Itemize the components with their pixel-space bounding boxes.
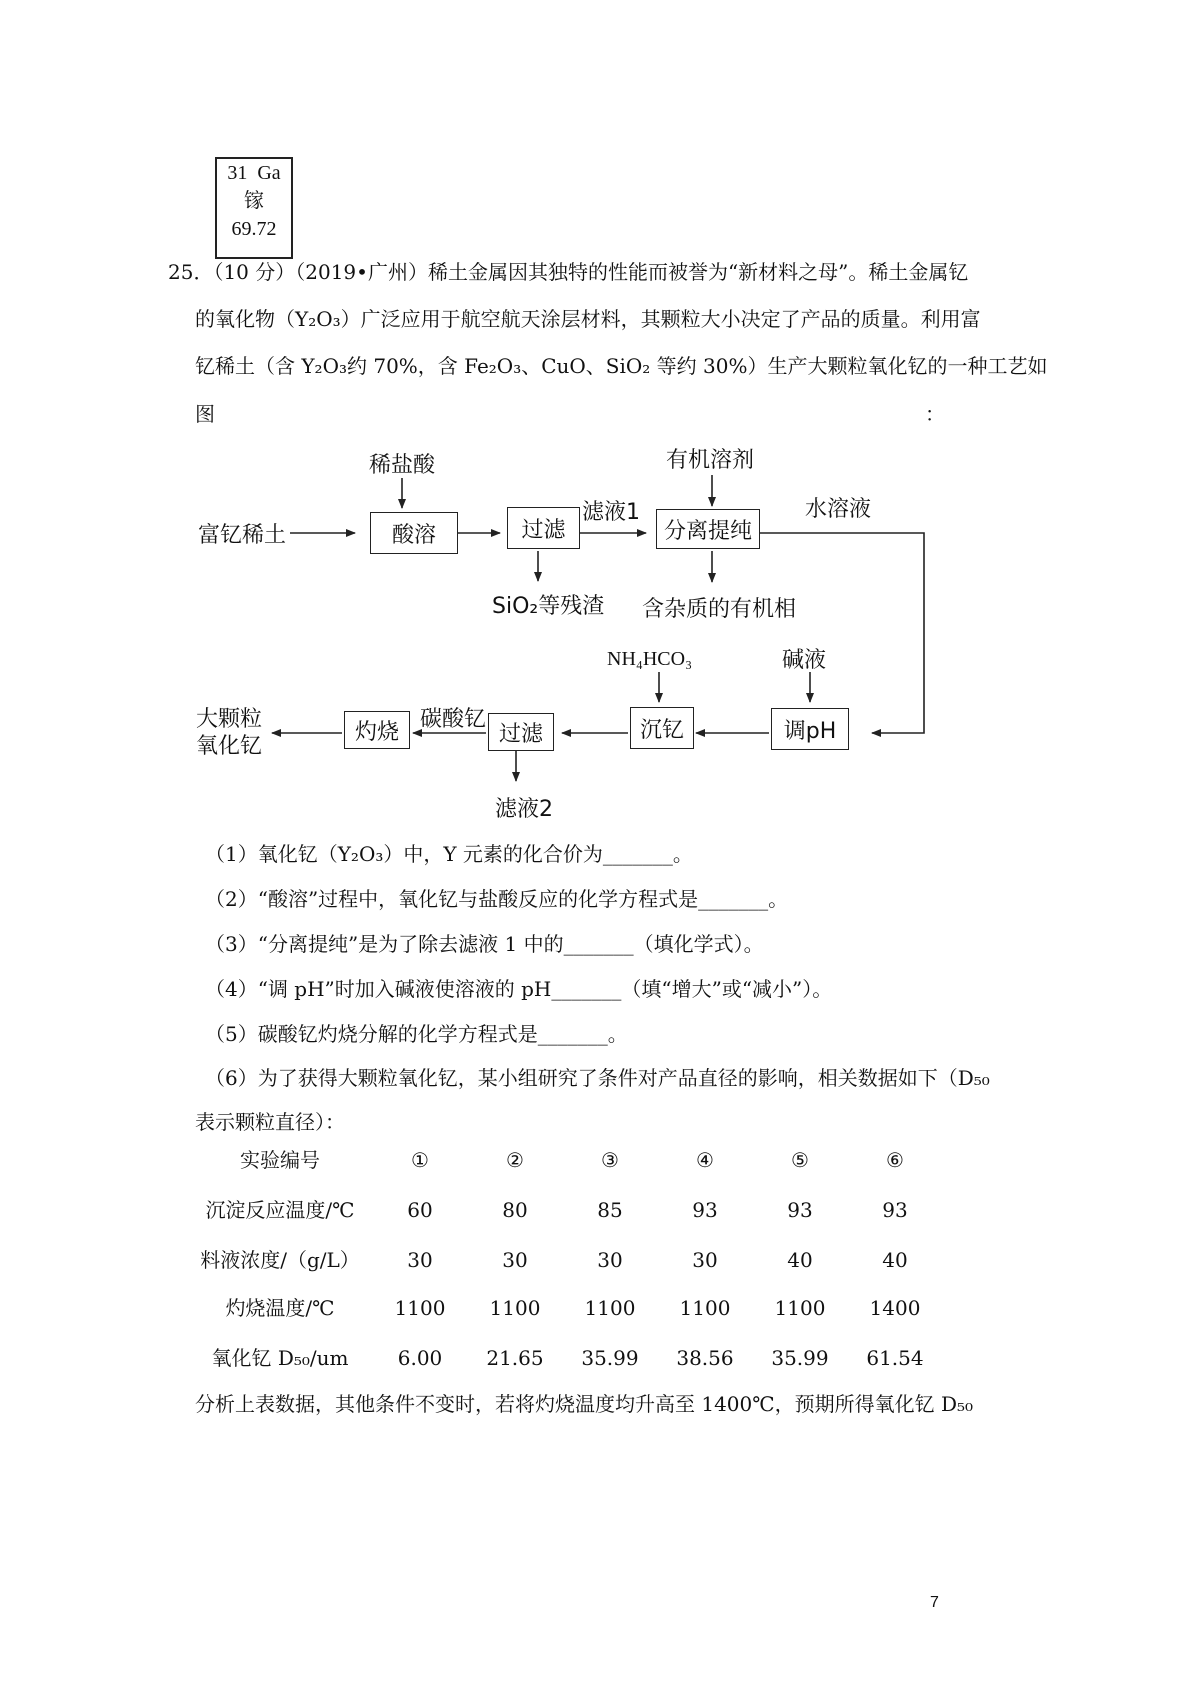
alkali-solution-label: 碱液 — [782, 648, 827, 673]
element-number-symbol: 31 Ga — [227, 162, 281, 184]
organic-phase-label: 含杂质的有机相 — [642, 597, 797, 622]
raw-material-label: 富钇稀土 — [198, 523, 287, 548]
sub-question-3: （3）“分离提纯”是为了除去滤液 1 中的_______（填化学式）。 — [205, 932, 764, 956]
sub-question-4: （4）“调 pH”时加入碱液使溶液的 pH_______（填“增大”或“减小”）。 — [205, 977, 833, 1001]
calcine-box: 灼烧 — [344, 711, 410, 749]
yttrium-carbonate-label: 碳酸钇 — [420, 707, 487, 732]
separate-purify-box: 分离提纯 — [656, 509, 760, 549]
question-line-3: 钇稀土（含 Y₂O₃约 70%，含 Fe₂O₃、CuO、SiO₂ 等约 30%）生产大颗粒氧化钇的一种工艺如 — [195, 354, 1048, 378]
analysis-text: 分析上表数据，其他条件不变时，若将灼烧温度均升高至 1400℃，预期所得氧化钇 D₅₀ — [195, 1392, 974, 1416]
residue-label: SiO₂等残渣 — [492, 594, 605, 619]
filtrate-1-label: 滤液1 — [582, 500, 640, 525]
question-line-4: 图 — [195, 402, 215, 426]
filter-1-box: 过滤 — [507, 507, 580, 549]
page-number: 7 — [930, 1594, 939, 1611]
sub-question-1: （1）氧化钇（Y₂O₃）中，Y 元素的化合价为_______。 — [205, 842, 693, 866]
organic-solvent-label: 有机溶剂 — [666, 448, 755, 473]
sub-question-6: （6）为了获得大颗粒氧化钇，某小组研究了条件对产品直径的影响，相关数据如下（D₅₀ — [205, 1066, 990, 1090]
ammonium-bicarbonate-label: NH₄HCO₃ — [607, 648, 693, 670]
element-mass: 69.72 — [231, 218, 277, 240]
sub-question-5: （5）碳酸钇灼烧分解的化学方程式是_______。 — [205, 1022, 628, 1046]
product-label: 大颗粒 氧化钇 — [196, 707, 263, 759]
precipitate-yttrium-box: 沉钇 — [630, 707, 694, 749]
filtrate-2-label: 滤液2 — [495, 797, 553, 822]
filter-2-box: 过滤 — [488, 713, 554, 751]
sub-question-6-cont: 表示颗粒直径）： — [195, 1110, 345, 1134]
question-line-4-colon: ： — [925, 402, 945, 426]
question-line-1: 25．（10 分）（2019•广州）稀土金属因其独特的性能而被誉为“新材料之母”。稀土金属钇 — [168, 260, 969, 284]
arrow-aqueous-to-adjust — [759, 533, 924, 733]
adjust-ph-box: 调pH — [771, 708, 849, 750]
sub-question-2: （2）“酸溶”过程中，氧化钇与盐酸反应的化学方程式是_______。 — [205, 887, 789, 911]
question-line-2: 的氧化物（Y₂O₃）广泛应用于航空航天涂层材料，其颗粒大小决定了产品的质量。利用富 — [195, 307, 981, 331]
element-name: 镓 — [244, 190, 264, 212]
hydrochloric-acid-label: 稀盐酸 — [369, 453, 436, 478]
aqueous-solution-label: 水溶液 — [805, 497, 872, 522]
acid-dissolve-box: 酸溶 — [370, 512, 458, 554]
